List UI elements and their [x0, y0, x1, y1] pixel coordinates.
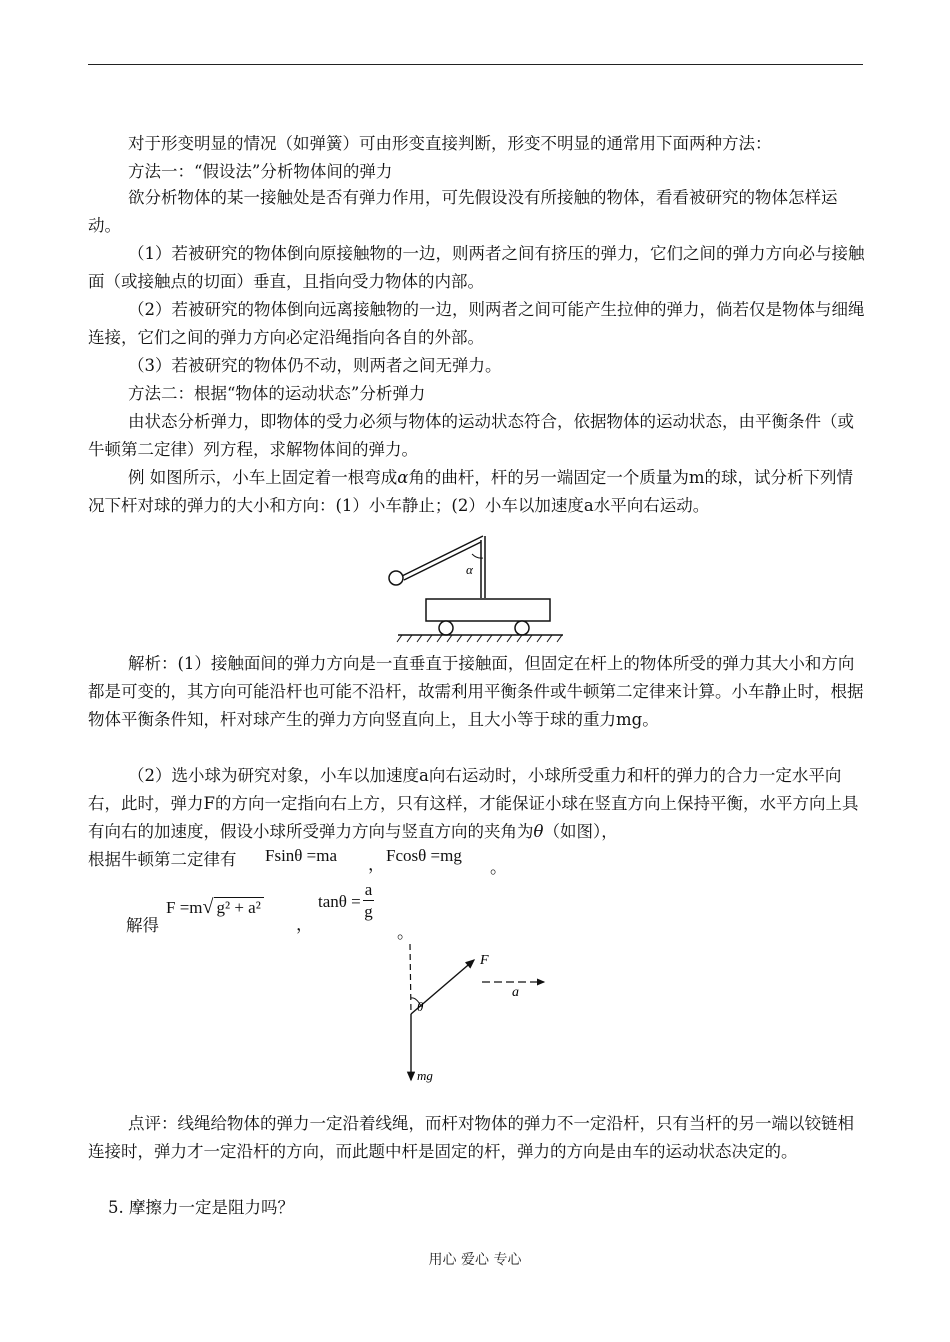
force-magnitude-formula — [166, 896, 264, 919]
paragraph-method-two: 由状态分析弹力，即物体的受力必须与物体的运动状态符合，依据物体的运动状态，由平衡条件（或牛顿第二定律）列方程，求解物体间的弹力。 — [88, 412, 854, 459]
theta-symbol: θ — [533, 822, 544, 841]
analysis-part-2-tail: （如图）， — [543, 822, 618, 841]
force-diagram — [400, 940, 560, 1095]
ball — [389, 571, 403, 585]
force-formula-lhs: F =m — [166, 898, 203, 917]
cart-wheel-right — [515, 621, 529, 635]
paragraph-case-2: （2）若被研究的物体倒向远离接触物的一边，则两者之间可能产生拉伸的弹力，倘若仅是物体与细绳连接，它们之间的弹力方向必定沿绳指向各自的外部。 — [88, 300, 865, 347]
weight-label: mg — [417, 1068, 433, 1083]
equation-horizontal: Fsinθ =ma — [265, 846, 338, 865]
fraction-denominator: g — [364, 902, 373, 921]
method-one-heading: 方法一：“假设法”分析物体间的弹力 — [128, 162, 393, 181]
tangent-lhs: tanθ = — [318, 891, 361, 911]
commentary: 点评：线绳给物体的弹力一定沿着线绳，而杆对物体的弹力不一定沿杆，只有当杆的另一端以铰链相连接时，弹力才一定沿杆的方向，而此题中杆是固定的杆，弹力的方向是由车的运动状态决定的。 — [88, 1114, 854, 1161]
equation-separator: ， — [368, 855, 385, 874]
cart-wheel-left — [439, 621, 453, 635]
paragraph-intro: 对于形变明显的情况（如弹簧）可由形变直接判断，形变不明显的通常用下面两种方法： — [128, 134, 772, 153]
solution-separator: ， — [296, 915, 313, 934]
header-rule — [88, 64, 863, 65]
solution-label: 解得 — [126, 916, 159, 935]
cart-body — [426, 599, 550, 621]
newton-law-text: 根据牛顿第二定律有 — [88, 850, 237, 869]
example-text-b: 角的曲杆，杆的另一端固定一个质量为m的球，试分析下列情况下杆对球的弹力的大小和方向：(1）小车静止；(2）小车以加速度a水平向右运动。 — [88, 468, 854, 515]
paragraph-case-1: （1）若被研究的物体倒向原接触物的一边，则两者之间有挤压的弹力，它们之间的弹力方向必与接触面（或接触点的切面）垂直，且指向受力物体的内部。 — [88, 244, 865, 291]
acceleration-label: a — [512, 985, 519, 1000]
force-label: F — [480, 953, 489, 968]
fraction-numerator: a — [364, 880, 373, 899]
alpha-symbol: α — [397, 468, 409, 487]
theta-label: θ — [417, 999, 424, 1014]
sqrt-symbol: √ — [202, 896, 214, 918]
angle-alpha-label: α — [466, 562, 473, 577]
tangent-formula — [318, 880, 374, 923]
paragraph-case-3: （3）若被研究的物体仍不动，则两者之间无弹力。 — [128, 356, 502, 375]
radicand: g² + a² — [214, 897, 264, 917]
page-footer: 用心 爱心 专心 — [428, 1252, 522, 1268]
analysis-part-2-text: （2）选小球为研究对象，小车以加速度a向右运动时，小球所受重力和杆的弹力的合力一定水平向右，此时，弹力F的方向一定指向右上方，只有这样，才能保证小球在竖直方向上保持平衡，水平方向上具有向右的加速度，假设小球所受弹力方向与竖直方向的夹角为 — [88, 766, 859, 841]
equation-end-mark: 。 — [490, 858, 507, 877]
next-section-heading: 5. 摩擦力一定是阻力吗？ — [108, 1198, 294, 1217]
solution-end-mark: 。 — [397, 923, 414, 942]
example-text-a: 例 如图所示，小车上固定着一根弯成 — [128, 468, 398, 487]
paragraph-method-one: 欲分析物体的某一接触处是否有弹力作用，可先假设没有所接触的物体，看看被研究的物体怎样运动。 — [88, 188, 838, 235]
equation-vertical: Fcosθ =mg — [386, 846, 462, 865]
method-two-heading: 方法二：根据“物体的运动状态”分析弹力 — [128, 384, 426, 403]
analysis-part-2 — [88, 762, 866, 846]
example-problem — [88, 464, 866, 520]
vertical-reference-dashed — [410, 944, 411, 1014]
cart-figure — [380, 522, 570, 644]
analysis-part-1: 解析：(1）接触面间的弹力方向是一直垂直于接触面，但固定在杆上的物体所受的弹力其大小和方向都是可变的，其方向可能沿杆也可能不沿杆，故需利用平衡条件或牛顿第二定律来计算。小车静止时，根据物体平衡条件知，杆对球产生的弹力方向竖直向上，且大小等于球的重力mg。 — [88, 654, 864, 729]
fraction — [363, 880, 375, 923]
